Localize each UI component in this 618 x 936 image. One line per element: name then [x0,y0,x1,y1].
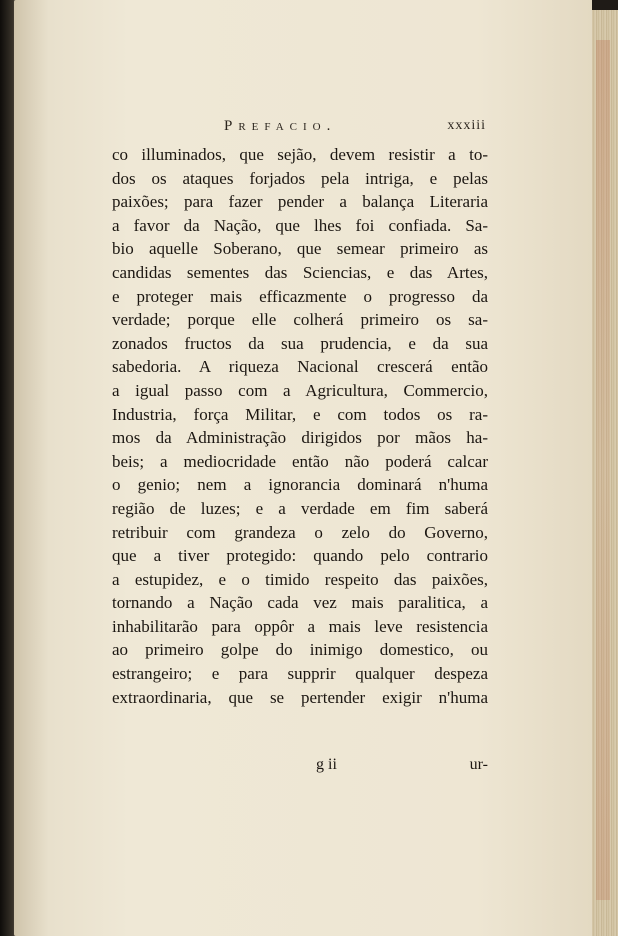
text-line: candidas sementes das Sciencias, e das Artes, [112,262,488,282]
text-line: extraordinaria, que se pertender exigir n'huma [112,687,488,707]
text-line: zonados fructos da sua prudencia, e da sua [112,333,488,353]
text-line: a estupidez, e o timido respeito das paixões, [112,569,488,589]
text-line: e proteger mais efficazmente o progresso da [112,286,488,306]
text-line: que a tiver protegido: quando pelo contrario [112,546,488,566]
text-line: Industria, força Militar, e com todos os ra- [112,404,488,424]
text-line: o genio; nem a ignorancia dominará n'huma [112,475,488,495]
page-edges [592,10,618,936]
text-line: ao primeiro golpe do inimigo domestico, ou [112,640,488,660]
signature-mark: g ii [316,756,337,773]
text-line: inhabilitarão para oppôr a mais leve resistencia [112,616,488,636]
text-line: estrangeiro; e para supprir qualquer despeza [112,664,488,684]
text-line: verdade; porque elle colherá primeiro os sa- [112,310,488,330]
text-line: sabedoria. A riqueza Nacional crescerá então [112,357,488,377]
text-line: retribuir com grandeza o zelo do Governo, [112,522,488,542]
catchword: ur- [469,756,488,773]
page-footer [112,756,488,778]
text-line: mos da Administração dirigidos por mãos ha- [112,428,488,448]
text-line: beis; a mediocridade então não poderá calcar [112,451,488,471]
page-edge-foxing [596,40,610,900]
text-line: tornando a Nação cada vez mais paralitica, a [112,593,488,613]
text-line: dos os ataques forjados pela intriga, e pelas [112,168,488,188]
text-line: a favor da Nação, que lhes foi confiada. Sa- [112,215,488,235]
text-line: a igual passo com a Agricultura, Commercio, [112,380,488,400]
page-number: xxxiii [447,118,486,133]
text-line: bio aquelle Soberano, que semear primeiro as [112,239,488,259]
page-header [0,118,618,142]
running-head: Prefacio. [224,118,337,134]
text-line: paixões; para fazer pender a balança Literaria [112,192,488,212]
body-text [112,143,488,709]
text-line: co illuminados, que sejão, devem resistir a to- [112,145,488,164]
text-line: região de luzes; e a verdade em fim saberá [112,498,488,518]
